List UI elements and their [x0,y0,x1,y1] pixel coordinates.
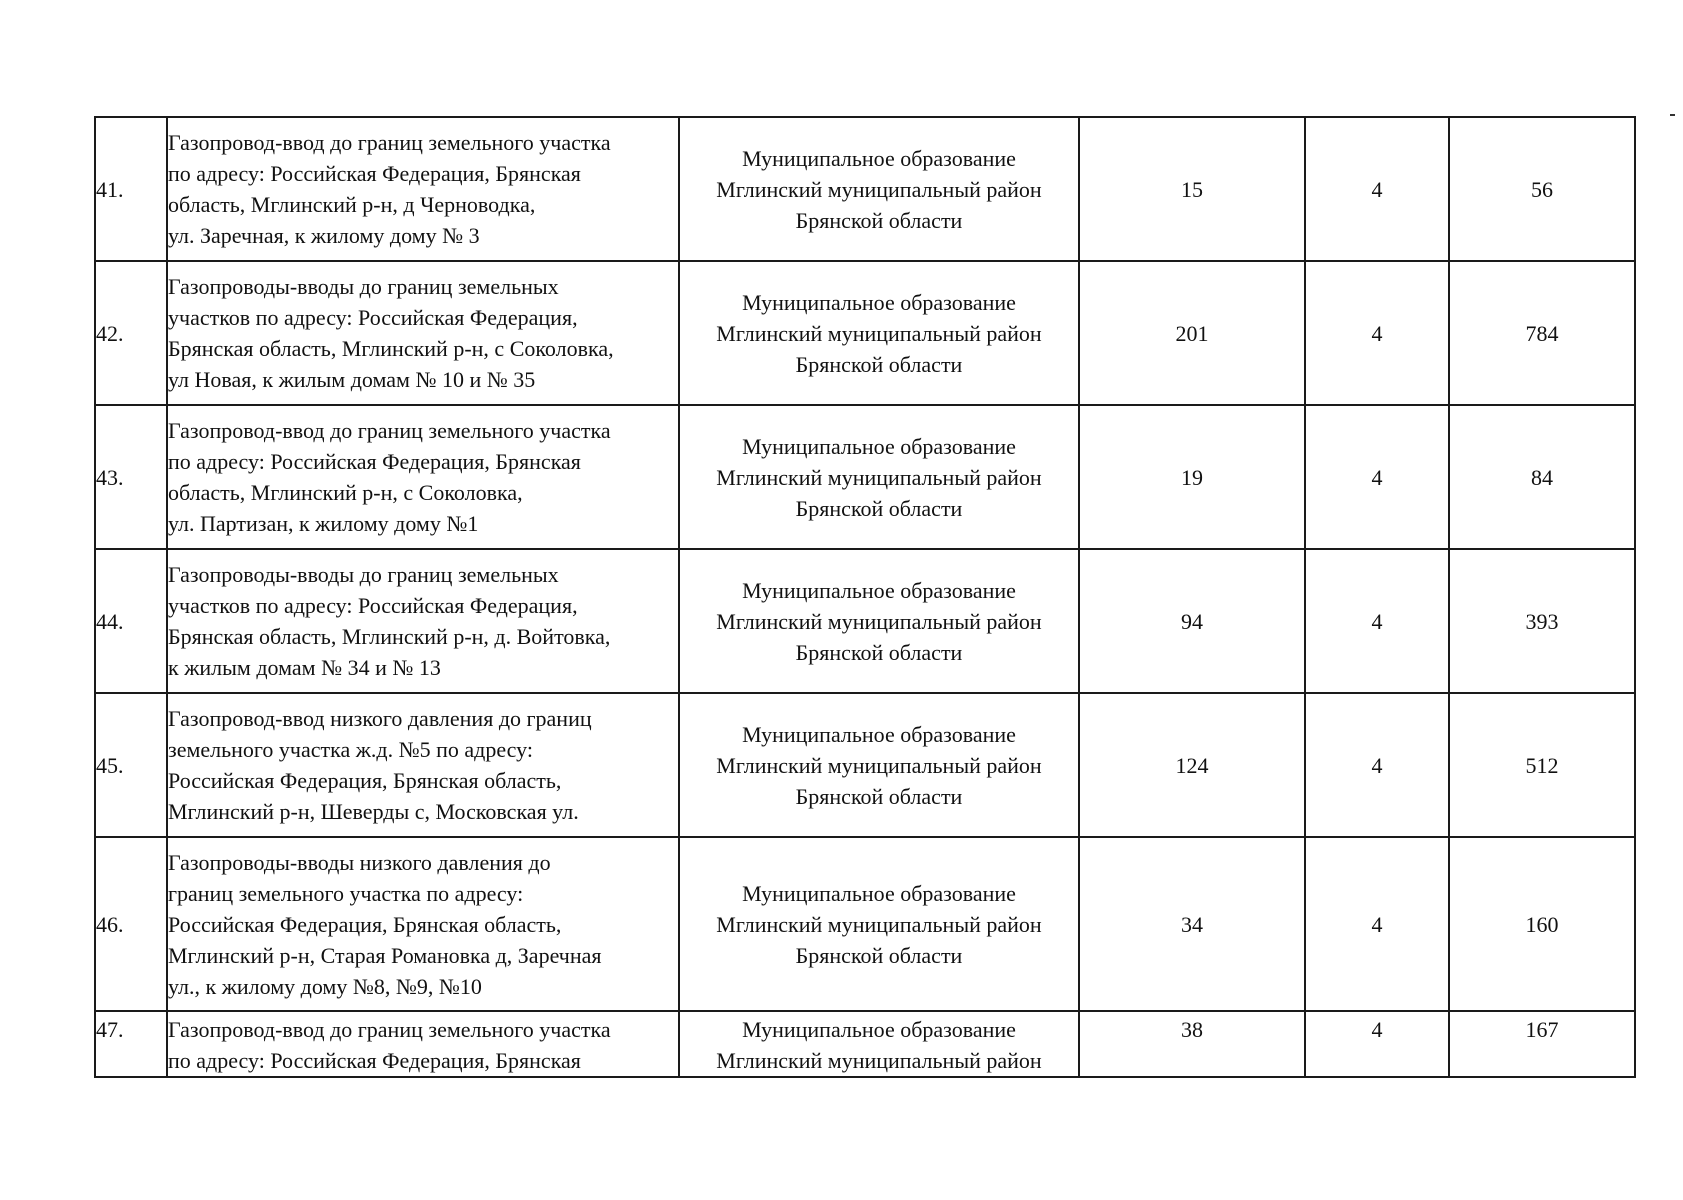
owner-line: Мглинский муниципальный район [716,176,1042,202]
object-name-line: Газопроводы-вводы до границ земельных [168,274,559,299]
owner-cell [679,261,1079,405]
owner-line: Брянской области [795,639,963,665]
value-cell-1: 15 [1079,117,1305,261]
row-number: 46. [95,837,167,1011]
table-row [95,1011,1635,1077]
object-name-line: по адресу: Российская Федерация, Брянская [168,1048,581,1073]
object-name-line: область, Мглинский р-н, с Соколовка, [168,480,523,505]
object-name-line: Мглинский р-н, Шеверды с, Московская ул. [168,799,579,824]
object-name-cell [167,117,679,261]
table-row [95,117,1635,261]
value-cell-1: 38 [1079,1011,1305,1077]
object-name-cell [167,693,679,837]
owner-line: Муниципальное образование [742,289,1016,315]
object-name-line: Брянская область, Мглинский р-н, д. Войтовка, [168,624,611,649]
value-cell-3: 784 [1449,261,1635,405]
value-cell-3: 160 [1449,837,1635,1011]
value-cell-1: 34 [1079,837,1305,1011]
object-name-line: Газопровод-ввод до границ земельного участка [168,130,611,155]
value-cell-3: 56 [1449,117,1635,261]
owner-line: Брянской области [795,495,963,521]
object-name-line: участков по адресу: Российская Федерация, [168,305,578,330]
object-name-line: Мглинский р-н, Старая Романовка д, Заречная [168,942,602,968]
owner-line: Мглинский муниципальный район [716,608,1042,634]
object-name-cell [167,261,679,405]
table-row [95,405,1635,549]
owner-line: Муниципальное образование [742,721,1016,747]
owner-line: Мглинский муниципальный район [716,464,1042,490]
value-cell-2: 4 [1305,1011,1449,1077]
object-name-line: Брянская область, Мглинский р-н, с Соколовка, [168,336,614,361]
object-name-line: к жилым домам № 34 и № 13 [168,655,441,680]
owner-line: Муниципальное образование [742,433,1016,459]
value-cell-2: 4 [1305,261,1449,405]
owner-line: Муниципальное образование [742,1017,1016,1042]
owner-line: Брянской области [795,351,963,377]
owner-cell [679,117,1079,261]
value-cell-1: 124 [1079,693,1305,837]
table-row [95,693,1635,837]
value-cell-2: 4 [1305,837,1449,1011]
table-row [95,837,1635,1011]
owner-line: Мглинский муниципальный район [716,320,1042,346]
value-cell-2: 4 [1305,117,1449,261]
owner-cell [679,549,1079,693]
owner-line: Брянской области [795,942,963,968]
object-name-line: ул. Партизан, к жилому дому №1 [168,511,479,536]
object-name-line: Российская Федерация, Брянская область, [168,768,562,793]
object-name-line: по адресу: Российская Федерация, Брянская [168,449,581,474]
object-name-line: Газопровод-ввод до границ земельного участка [168,418,611,443]
object-name-line: ул., к жилому дому №8, №9, №10 [168,973,482,999]
owner-cell [679,837,1079,1011]
value-cell-3: 167 [1449,1011,1635,1077]
owner-cell [679,405,1079,549]
object-name-line: границ земельного участка по адресу: [168,880,524,906]
value-cell-3: 512 [1449,693,1635,837]
owner-cell [679,1011,1079,1077]
value-cell-3: 393 [1449,549,1635,693]
object-name-cell [167,549,679,693]
table-row [95,261,1635,405]
object-name-line: Российская Федерация, Брянская область, [168,911,562,937]
object-name-line: область, Мглинский р-н, д Черноводка, [168,192,536,217]
object-name-line: участков по адресу: Российская Федерация, [168,593,578,618]
object-name-line: ул. Заречная, к жилому дому № 3 [168,223,480,248]
object-name-line: Газопровод-ввод до границ земельного участка [168,1017,611,1042]
owner-cell [679,693,1079,837]
owner-line: Мглинский муниципальный район [716,911,1042,937]
owner-line: Брянской области [795,783,963,809]
registry-table [94,116,1636,1078]
object-name-line: земельного участка ж.д. №5 по адресу: [168,737,533,762]
owner-line: Муниципальное образование [742,577,1016,603]
scan-speck [1670,114,1675,116]
object-name-line: Газопроводы-вводы низкого давления до [168,849,551,875]
value-cell-2: 4 [1305,693,1449,837]
value-cell-1: 94 [1079,549,1305,693]
row-number: 43. [95,405,167,549]
owner-line: Мглинский муниципальный район [716,752,1042,778]
object-name-line: Газопровод-ввод низкого давления до границ [168,706,592,731]
row-number: 47. [95,1011,167,1077]
owner-line: Мглинский муниципальный район [716,1048,1042,1073]
object-name-line: Газопроводы-вводы до границ земельных [168,562,559,587]
value-cell-2: 4 [1305,405,1449,549]
value-cell-2: 4 [1305,549,1449,693]
row-number: 41. [95,117,167,261]
object-name-line: ул Новая, к жилым домам № 10 и № 35 [168,367,536,392]
row-number: 44. [95,549,167,693]
object-name-cell [167,405,679,549]
row-number: 45. [95,693,167,837]
table-row [95,549,1635,693]
value-cell-1: 201 [1079,261,1305,405]
owner-line: Брянской области [795,207,963,233]
row-number: 42. [95,261,167,405]
owner-line: Муниципальное образование [742,145,1016,171]
owner-line: Муниципальное образование [742,880,1016,906]
object-name-line: по адресу: Российская Федерация, Брянская [168,161,581,186]
object-name-cell [167,1011,679,1077]
object-name-cell [167,837,679,1011]
value-cell-3: 84 [1449,405,1635,549]
value-cell-1: 19 [1079,405,1305,549]
